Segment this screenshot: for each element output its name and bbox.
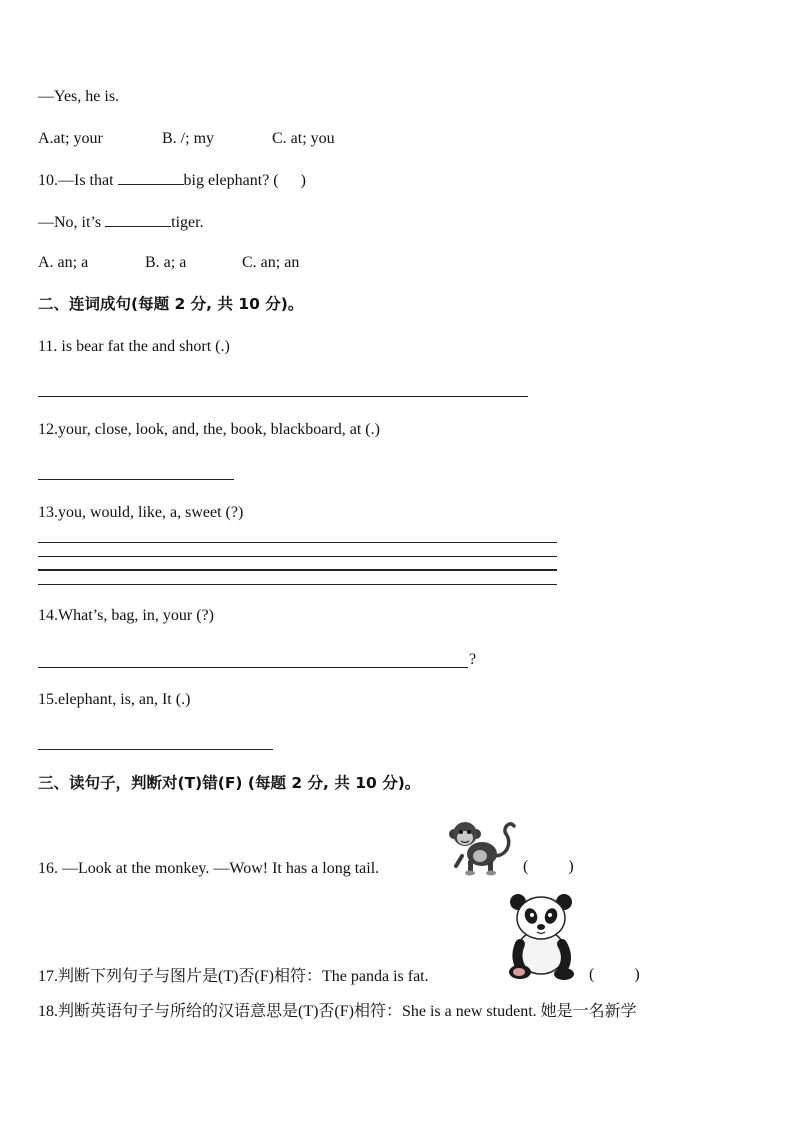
monkey-image <box>446 812 516 876</box>
q11-answer-line[interactable] <box>38 396 528 397</box>
q9-option-c[interactable]: C. at; you <box>272 130 335 147</box>
q10-blank-2[interactable] <box>105 212 171 227</box>
q10-stem <box>38 170 306 191</box>
section-2-heading: 二、连词成句(每题 2 分, 共 10 分)。 <box>38 295 304 313</box>
q15-answer-line[interactable] <box>38 749 273 750</box>
section-3-heading: 三、读句子，判断对(T)错(F) (每题 2 分, 共 10 分)。 <box>38 774 421 792</box>
q10-reply-start: —No, it’s <box>38 214 102 231</box>
q9-option-a[interactable]: A.at; your <box>38 130 103 147</box>
q16-answer-paren[interactable]: ( ) <box>523 858 574 875</box>
q10-option-b[interactable]: B. a; a <box>145 254 187 271</box>
q10-option-a[interactable]: A. an; a <box>38 254 89 271</box>
q11-prompt: 11. is bear fat the and short (.) <box>38 338 230 355</box>
q10-stem-middle: big elephant? ( <box>183 172 279 189</box>
q10-blank-1[interactable] <box>118 170 184 185</box>
q9-option-b[interactable]: B. /; my <box>162 130 215 147</box>
q10-option-c[interactable]: C. an; an <box>242 254 300 271</box>
q12-prompt: 12.your, close, look, and, the, book, blackboard, at (.) <box>38 421 380 438</box>
q13-answer-line-3[interactable] <box>38 569 557 571</box>
q15-prompt: 15.elephant, is, an, It (.) <box>38 691 191 708</box>
q13-prompt: 13.you, would, like, a, sweet (?) <box>38 504 244 521</box>
q9-options <box>38 129 335 149</box>
q10-reply-end: tiger. <box>171 214 204 231</box>
q14-end-mark: ? <box>469 651 477 668</box>
q18-prompt: 18.判断英语句子与所给的汉语意思是(T)否(F)相符：She is a new student. 她是一名新学 <box>38 1003 637 1020</box>
panda-image <box>500 888 582 982</box>
q9-answer-line: —Yes, he is. <box>38 88 120 105</box>
q10-options <box>38 253 299 273</box>
q13-answer-line-2[interactable] <box>38 556 557 557</box>
q14-answer-line[interactable] <box>38 667 468 668</box>
q17-answer-paren[interactable]: ( ) <box>589 966 640 983</box>
q10-stem-start: 10.—Is that <box>38 172 114 189</box>
q10-reply <box>38 212 204 233</box>
q16-prompt: 16. —Look at the monkey. —Wow! It has a long tail. <box>38 860 380 877</box>
q17-prompt: 17.判断下列句子与图片是(T)否(F)相符：The panda is fat. <box>38 968 429 985</box>
q14-prompt: 14.What’s, bag, in, your (?) <box>38 607 214 624</box>
q13-answer-line-1[interactable] <box>38 542 557 543</box>
q13-answer-line-4[interactable] <box>38 584 557 585</box>
q12-answer-line[interactable] <box>38 479 234 480</box>
q10-stem-end: ) <box>300 172 306 189</box>
